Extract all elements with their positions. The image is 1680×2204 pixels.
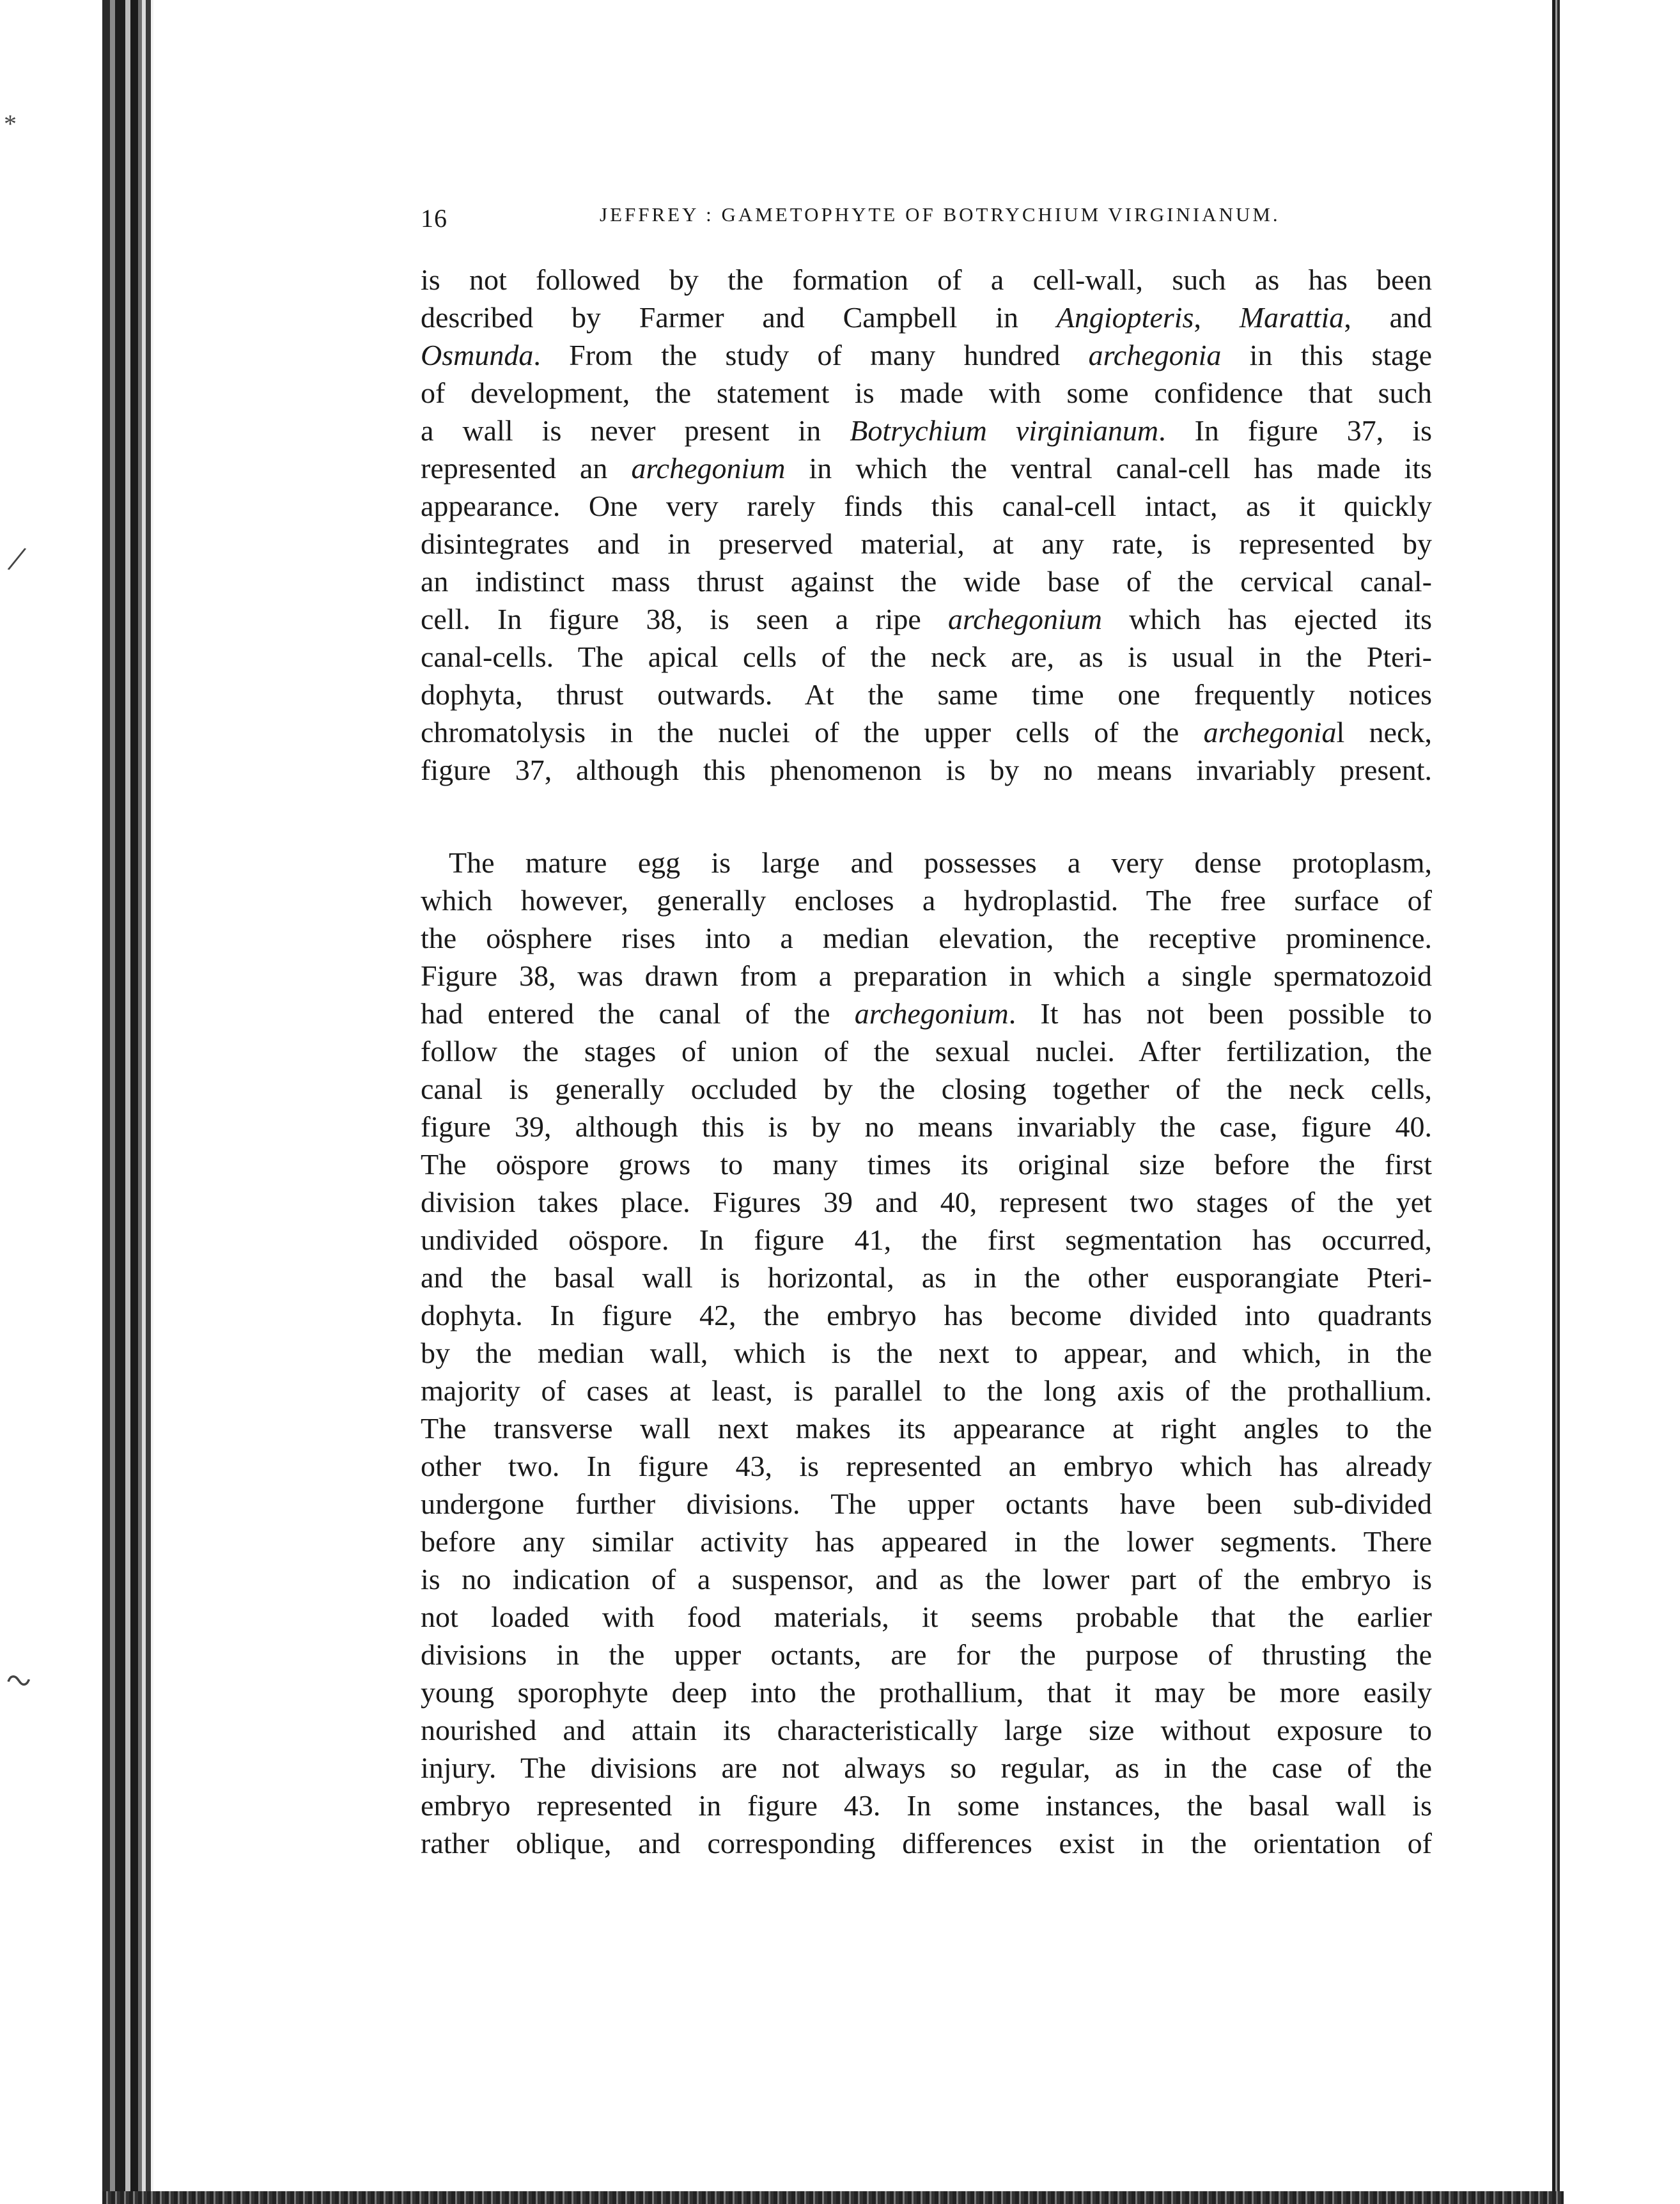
text-line: majority of cases at least, is parallel to the long axis of the prothallium. — [421, 1374, 1432, 1407]
paragraph-2 — [421, 844, 1432, 1862]
page-number: 16 — [421, 204, 447, 233]
text-line: had entered the canal of the archegonium. It has not been possible to — [421, 997, 1432, 1030]
text-line: The transverse wall next makes its appearance at right angles to the — [421, 1412, 1432, 1445]
margin-speck: * — [4, 109, 17, 138]
text-line: the oösphere rises into a median elevation, the receptive prominence. — [421, 922, 1432, 954]
text-line: young sporophyte deep into the prothallium, that it may be more easily — [421, 1676, 1432, 1709]
text-line: Osmunda. From the study of many hundred archegonia in this stage — [421, 339, 1432, 371]
running-header — [421, 203, 1437, 242]
text-line: Figure 38, was drawn from a preparation in which a single spermatozoid — [421, 959, 1432, 992]
text-line: The oöspore grows to many times its original size before the first — [421, 1148, 1432, 1181]
text-line: division takes place. Figures 39 and 40, represent two stages of the yet — [421, 1186, 1432, 1218]
text-line: figure 39, although this is by no means invariably the case, figure 40. — [421, 1110, 1432, 1143]
text-line: dophyta, thrust outwards. At the same time one frequently notices — [421, 678, 1432, 711]
text-line: injury. The divisions are not always so regular, as in the case of the — [421, 1751, 1432, 1784]
text-line: described by Farmer and Campbell in Angiopteris, Marattia, and — [421, 301, 1432, 334]
text-line: an indistinct mass thrust against the wide base of the cervical canal- — [421, 565, 1432, 598]
text-line: follow the stages of union of the sexual nuclei. After fertilization, the — [421, 1035, 1432, 1067]
bottom-page-edge — [102, 2191, 1564, 2204]
text-line: dophyta. In figure 42, the embryo has become divided into quadrants — [421, 1299, 1432, 1331]
text-line: before any similar activity has appeared in the lower segments. There — [421, 1525, 1432, 1558]
text-line: canal is generally occluded by the closing together of the neck cells, — [421, 1073, 1432, 1105]
text-line: divisions in the upper octants, are for the purpose of thrusting the — [421, 1638, 1432, 1671]
text-line: nourished and attain its characteristically large size without exposure to — [421, 1714, 1432, 1746]
margin-curve: ~ — [0, 1654, 37, 1708]
text-line: undivided oöspore. In figure 41, the first segmentation has occurred, — [421, 1223, 1432, 1256]
text-line: and the basal wall is horizontal, as in the other eusporangiate Pteri- — [421, 1261, 1432, 1294]
text-line: a wall is never present in Botrychium virginianum. In figure 37, is — [421, 414, 1432, 447]
paragraph-1 — [421, 261, 1432, 789]
text-line: other two. In figure 43, is represented an embryo which has already — [421, 1450, 1432, 1482]
text-line: represented an archegonium in which the ventral canal-cell has made its — [421, 452, 1432, 485]
right-page-edge — [1550, 0, 1564, 2204]
text-line: by the median wall, which is the next to appear, and which, in the — [421, 1337, 1432, 1369]
text-line: disintegrates and in preserved material, at any rate, is represented by — [421, 527, 1432, 560]
text-line: which however, generally encloses a hydroplastid. The free surface of — [421, 884, 1432, 917]
text-line: is no indication of a suspensor, and as the lower part of the embryo is — [421, 1563, 1432, 1595]
paragraph-gap — [421, 789, 1432, 844]
margin-stroke: / — [4, 537, 29, 580]
text-line: undergone further divisions. The upper octants have been sub-divided — [421, 1487, 1432, 1520]
text-line: The mature egg is large and possesses a very dense protoplasm, — [449, 846, 1432, 879]
text-line: of development, the statement is made with some confidence that such — [421, 376, 1432, 409]
book-spine-edge — [96, 0, 153, 2204]
text-line: not loaded with food materials, it seems probable that the earlier — [421, 1601, 1432, 1633]
text-line: figure 37, although this phenomenon is by no means invariably present. — [421, 754, 1432, 786]
text-line: appearance. One very rarely finds this canal-cell intact, as it quickly — [421, 490, 1432, 522]
text-line: rather oblique, and corresponding differences exist in the orientation of — [421, 1827, 1432, 1859]
text-line: cell. In figure 38, is seen a ripe archegonium which has ejected its — [421, 603, 1432, 635]
text-line: embryo represented in figure 43. In some instances, the basal wall is — [421, 1789, 1432, 1822]
running-title: JEFFREY : GAMETOPHYTE OF BOTRYCHIUM VIRGINIANUM. — [600, 203, 1280, 226]
body-text — [421, 261, 1432, 1862]
text-line: is not followed by the formation of a cell-wall, such as has been — [421, 263, 1432, 296]
text-line: chromatolysis in the nuclei of the upper cells of the archegonial neck, — [421, 716, 1432, 749]
text-line: canal-cells. The apical cells of the neck are, as is usual in the Pteri- — [421, 640, 1432, 673]
